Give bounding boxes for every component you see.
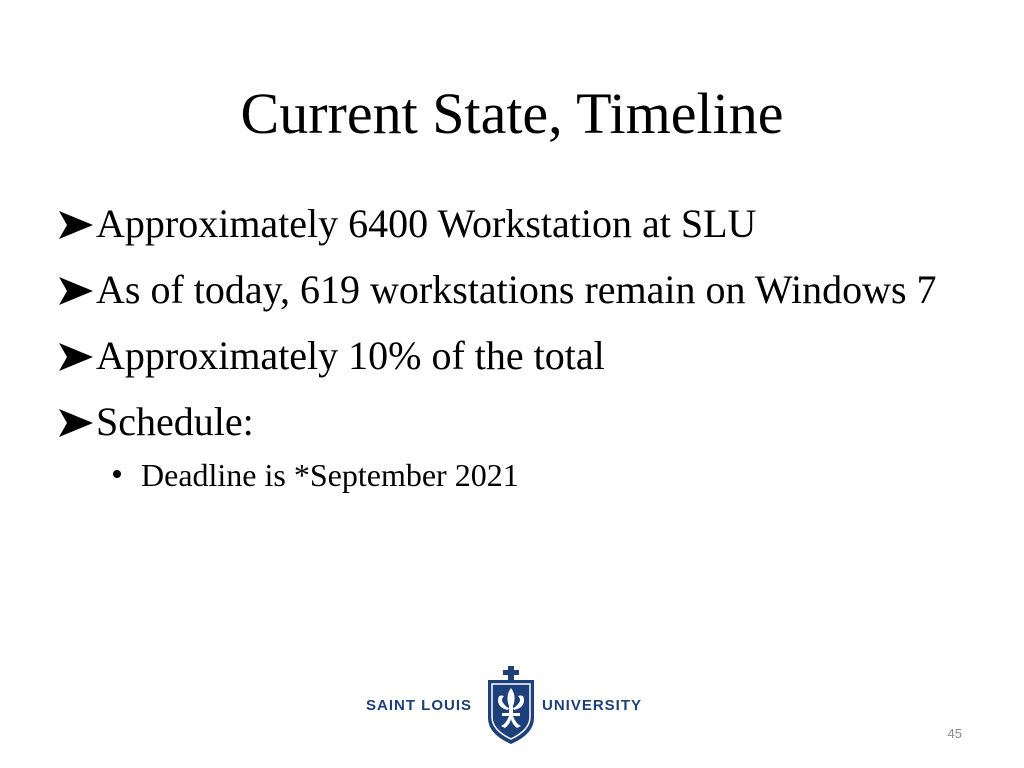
bullet-item (58, 197, 958, 251)
sub-bullet-item (96, 453, 958, 497)
university-logo (366, 666, 658, 744)
bullet-item (58, 329, 958, 383)
page-number: 45 (947, 726, 962, 741)
bullet-text: Approximately 10% of the total (96, 333, 605, 378)
bullet-text: Schedule: (96, 399, 254, 444)
sub-bullet-list (96, 453, 958, 497)
arrow-bullet-icon (58, 263, 94, 317)
fleur-de-lis-shield-icon (486, 666, 536, 744)
logo-text-right: UNIVERSITY (542, 697, 643, 714)
slide-title: Current State, Timeline (240, 81, 784, 146)
logo-text-left: SAINT LOUIS (366, 697, 473, 714)
arrow-bullet-icon (58, 395, 94, 449)
bullet-text: As of today, 619 workstations remain on Windows 7 (96, 267, 937, 312)
sub-bullet-text: Deadline is *September 2021 (141, 457, 519, 493)
arrow-bullet-icon (58, 197, 94, 251)
arrow-bullet-icon (58, 329, 94, 383)
bullet-item (58, 263, 958, 317)
dot-bullet-icon (113, 470, 121, 478)
bullet-text: Approximately 6400 Workstation at SLU (96, 201, 757, 246)
bullet-item (58, 395, 958, 497)
bullet-list (58, 197, 958, 509)
